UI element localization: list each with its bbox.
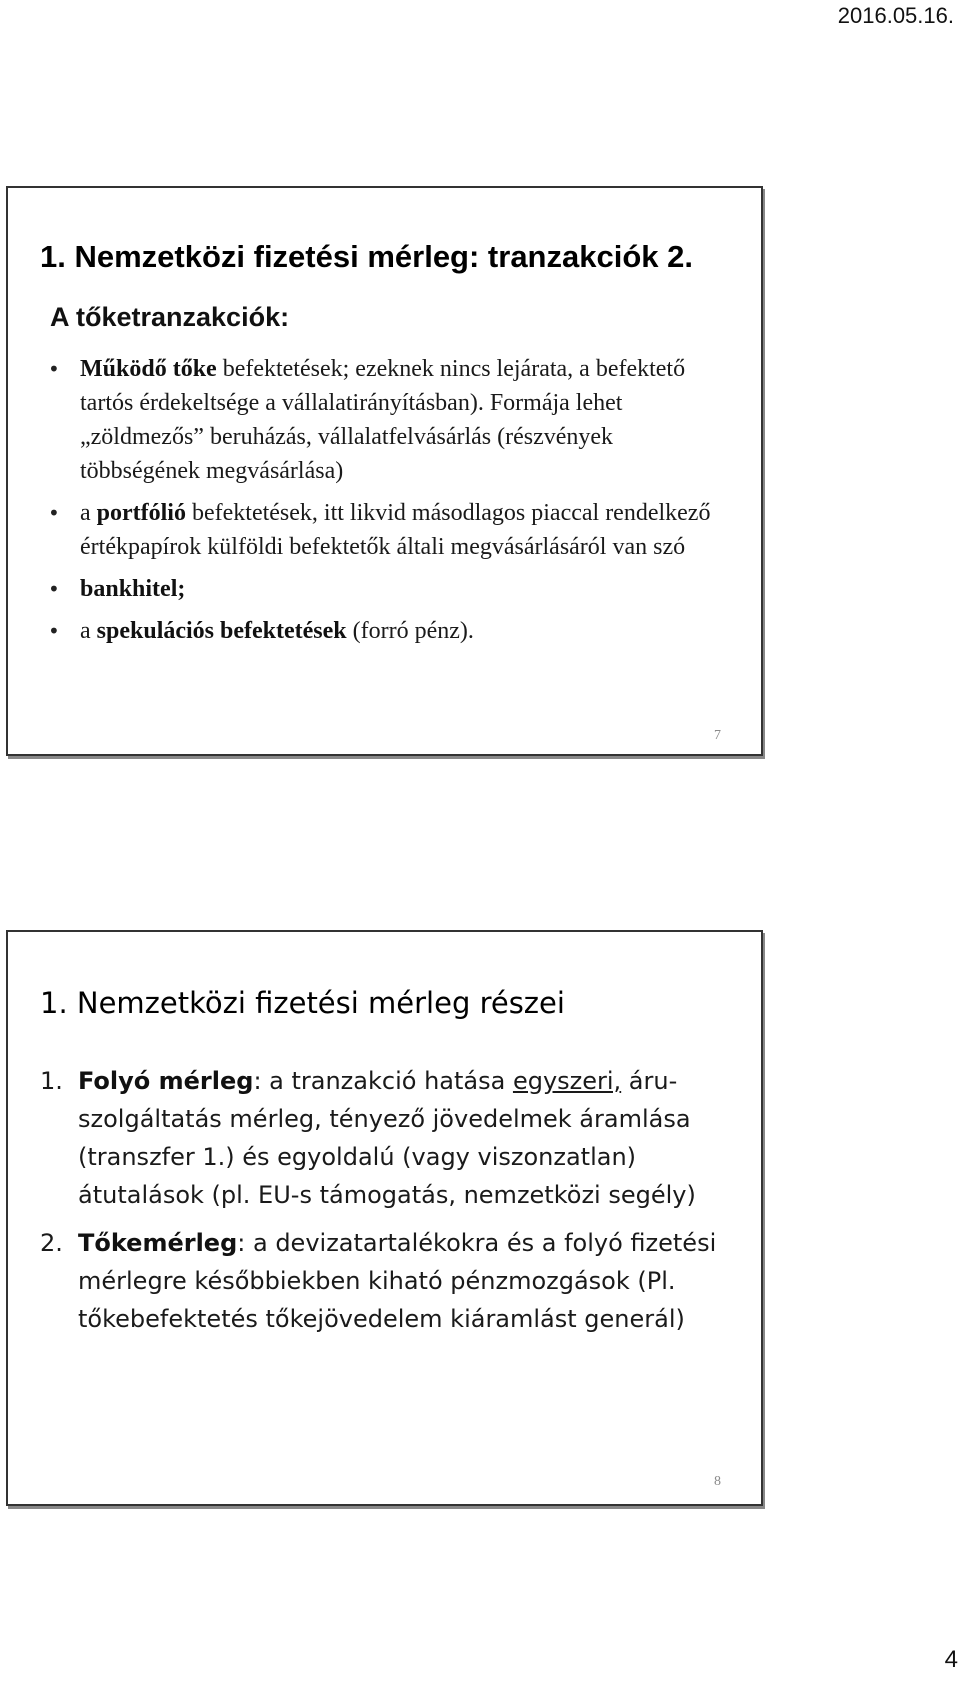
slide-number: 7 [714,728,721,743]
item-text: : a devizatartalékokra és a folyó fizetési mérlegre későbbiekben kiható pénzmozgások (Pl. tőkebefektetés tőkejövedelem kiáramlást generál) [78,1229,717,1333]
item-bold: Tőkemérleg [78,1229,238,1257]
numbered-item-tokemerleg [40,1224,740,1338]
item-underlined: egyszeri, [512,1067,622,1095]
bullet-bold: spekulációs befektetések [96,618,347,644]
bullet-prefix: a [80,618,97,644]
page-number: 4 [944,1646,958,1673]
slide-8 [6,930,763,1506]
bullet-text: (forró pénz). [346,618,474,644]
numbered-item-folyo-merleg [40,1062,740,1214]
bullet-list [48,352,738,656]
numbered-list [40,1062,740,1348]
bullet-item-bankhitel [48,572,738,606]
item-bold: Folyó mérleg [78,1067,254,1095]
slide-7 [6,186,763,756]
item-number: 2. [40,1229,63,1257]
bullet-bold: portfólió [96,500,186,526]
slide-number: 8 [714,1474,721,1489]
bullet-item-portfolio [48,496,738,564]
slide-subheading: A tőketranzakciók: [50,302,290,332]
item-text: áru-szolgáltatás mérleg, tényező jövedelmek áramlása (transzfer 1.) és egyoldalú (vagy viszonzatlan) átutalások (pl. EU-s támogatás, nemzetközi segély) [78,1067,696,1209]
bullet-prefix: a [80,500,97,526]
page-date: 2016.05.16. [837,3,954,28]
bullet-item-spekulacios [48,614,738,648]
slide-title: 1. Nemzetközi fizetési mérleg: tranzakciók 2. [40,239,693,274]
bullet-bold: Működő tőke [80,356,217,382]
bullet-text: befektetések; ezeknek nincs lejárata, a befektető tartós érdekeltsége a vállalatirányításban). Formája lehet „zöldmezős” beruházás, vállalatfelvásárlás (részvények többségének megvásárlása) [80,356,686,484]
slide-title: 1. Nemzetközi fizetési mérleg részei [40,986,565,1020]
bullet-item-mukodo-toke [48,352,738,488]
item-number: 1. [40,1067,63,1095]
bullet-text: befektetések, itt likvid másodlagos piaccal rendelkező értékpapírok külföldi befektetők általi megvásárlásáról van szó [80,500,711,560]
item-text: : a tranzakció hatása [253,1067,513,1095]
bullet-bold: bankhitel; [80,576,186,602]
